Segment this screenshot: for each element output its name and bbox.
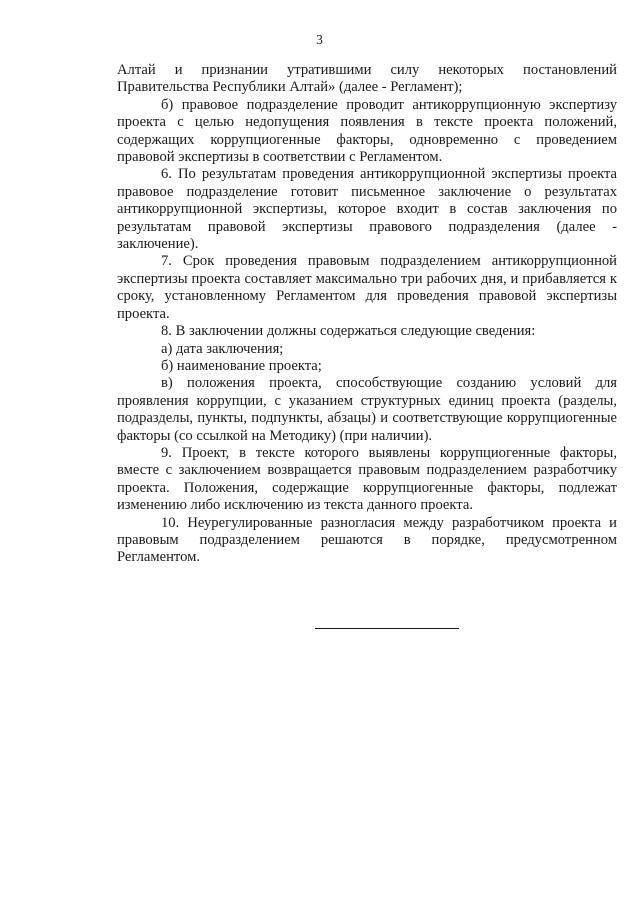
paragraph-10: 10. Неурегулированные разногласия между разработчиком проекта и правовым подразделением решаются в порядке, предусмотренном Регламентом. [117, 514, 617, 566]
paragraph-8-b: б) наименование проекта; [161, 357, 322, 374]
paragraph-8-a: а) дата заключения; [161, 340, 284, 357]
paragraph-6: 6. По результатам проведения антикоррупционной экспертизы проекта правовое подразделение готовит письменное заключение о результатах антикоррупционной экспертизы, которое входит в состав заключения по результатам правовой экспертизы правового подразделения (далее - заключение). [117, 166, 617, 253]
end-of-document-line [315, 628, 459, 629]
page-number: 3 [316, 32, 323, 47]
paragraph-item-b-expertise: б) правовое подразделение проводит антикоррупционную экспертизу проекта с целью недопущения появления в тексте проекта положений, содержащих коррупциогенные факторы, одновременно с проведением правовой экспертизы в соответствии с Регламентом. [117, 96, 617, 166]
paragraph-8-v: в) положения проекта, способствующие созданию условий для проявления коррупции, с указанием структурных единиц проекта (разделы, подразделы, пункты, подпункты, абзацы) и соответствующие коррупциогенные факторы (со ссылкой на Методику) (при наличии). [117, 375, 617, 444]
paragraph-continuation: Алтай и признании утратившими силу некоторых постановлений Правительства Республики Алтай» (далее - Регламент); [117, 62, 617, 96]
paragraph-9: 9. Проект, в тексте которого выявлены коррупциогенные факторы, вместе с заключением возвращается правовым подразделением разработчику проекта. Положения, содержащие коррупциогенные факторы, подлежат изменению либо исключению из текста данного проекта. [117, 444, 617, 514]
paragraph-7: 7. Срок проведения правовым подразделением антикоррупционной экспертизы проекта составляет максимально три рабочих дня, и прибавляется к сроку, установленному Регламентом для проведения правовой экспертизы проекта. [117, 253, 617, 322]
paragraph-8: 8. В заключении должны содержаться следующие сведения: [161, 323, 536, 340]
document-body [117, 62, 617, 567]
